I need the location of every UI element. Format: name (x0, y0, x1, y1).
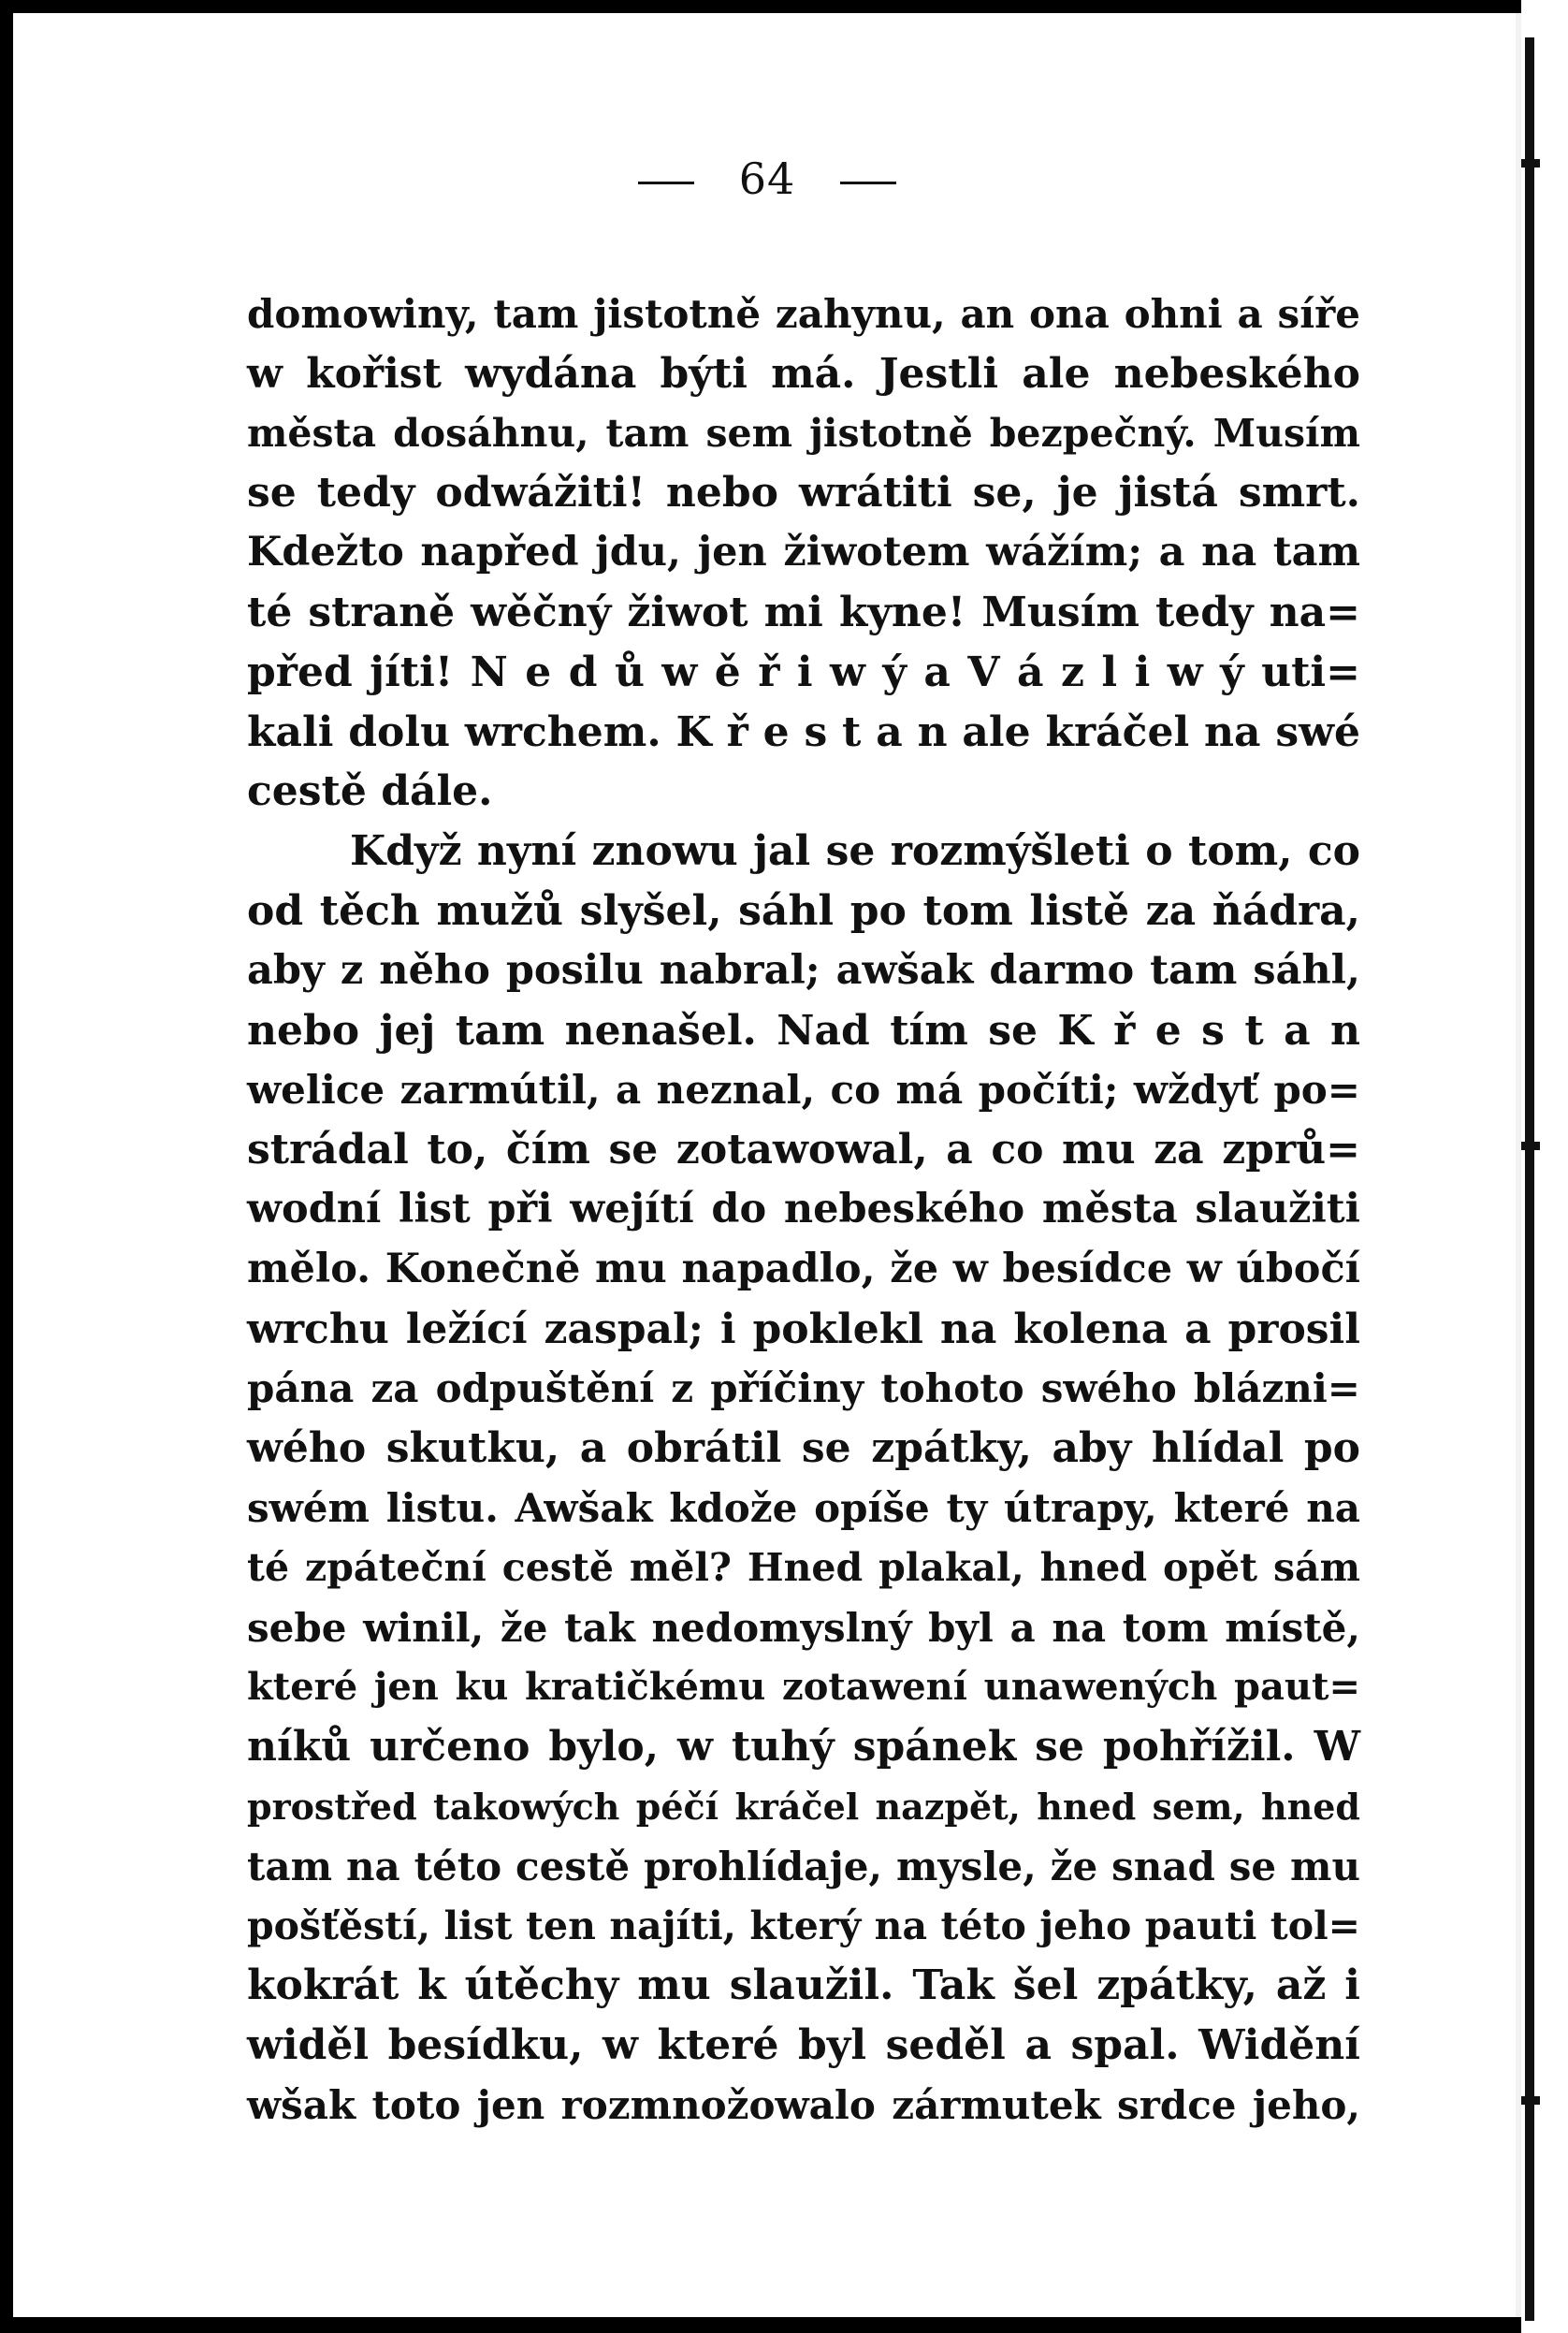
text-line: pána za odpuštění z příčiny tohoto swého blázni= (247, 1365, 1360, 1412)
page-number-dash-right (840, 182, 896, 184)
text-line: před jíti! N e d ů w ě ř i w ý a V á z l i w ý uti= (247, 648, 1360, 696)
text-line: které jen ku kratičkému zotawení unawených paut= (247, 1665, 1360, 1710)
text-line: kali dolu wrchem. K ř e s t a n ale kráčel na swé (247, 707, 1360, 756)
text-line: w kořist wydána býti má. Jestli ale nebeského (247, 349, 1360, 398)
text-line: aby z něho posilu nabral; awšak darmo tam sáhl, (247, 946, 1360, 994)
text-line: se tedy odwážiti! nebo wrátiti se, je jistá smrt. (247, 469, 1360, 518)
page-number-dash-left (638, 182, 694, 184)
text-line: té zpáteční cestě měl? Hned plakal, hned opět sám (247, 1544, 1360, 1590)
text-line: tam na této cestě prohlídaje, mysle, že snad se mu (247, 1843, 1360, 1889)
text-line: města dosáhnu, tam sem jistotně bezpečný. Musím (247, 410, 1360, 456)
text-line: wrchu ležící zaspal; i poklekl na kolena a prosil (247, 1305, 1360, 1353)
text-line: nebo jej tam nenašel. Nad tím se K ř e s t a n (247, 1006, 1360, 1055)
text-line: sebe winil, že tak nedomyslný byl a na tom místě, (247, 1604, 1360, 1651)
body-text (247, 284, 1360, 2136)
text-line: té straně wěčný žiwot mi kyne! Musím tedy na= (247, 588, 1360, 636)
text-line: domowiny, tam jistotně zahynu, an ona ohni a síře (247, 291, 1360, 337)
page-number: 64 (738, 153, 796, 204)
text-line: níků určeno bylo, w tuhý spánek se pohřížil. W (247, 1723, 1360, 1772)
text-line: widěl besídku, w které byl seděl a spal. Widění (247, 2021, 1360, 2070)
text-line: Kdežto napřed jdu, jen žiwotem wážím; a na tam (247, 529, 1360, 576)
binding-edge (1525, 37, 1534, 2321)
text-line: od těch mužů slyšel, sáhl po tom listě za ňádra, (247, 886, 1360, 935)
text-line: swém listu. Awšak kdože opíše ty útrapy, které na (247, 1484, 1360, 1531)
text-line: wodní list při wejítí do nebeského města slaužiti (247, 1185, 1360, 1232)
text-line: welice zarmútil, a neznal, co má počíti; wždyť po= (247, 1067, 1360, 1114)
text-line: pošťěstí, list ten najíti, který na této jeho pauti tol= (247, 1903, 1360, 1948)
text-line: prostřed takowých péčí kráčel nazpět, hned sem, hned (247, 1785, 1360, 1828)
book-page (13, 13, 1521, 2317)
text-line: wého skutku, a obrátil se zpátky, aby hlídal po (247, 1424, 1360, 1473)
text-line: strádal to, čím se zotawowal, a co mu za zprů= (247, 1126, 1360, 1174)
text-line: mělo. Konečně mu napadlo, že w besídce w úbočí (247, 1245, 1360, 1292)
text-line: wšak toto jen rozmnožowalo zármutek srdce jeho, (247, 2081, 1360, 2128)
running-head (13, 153, 1521, 204)
text-line: kokrát k útěchy mu slaužil. Tak šel zpátky, až i (247, 1961, 1360, 2010)
text-line: cestě dále. (247, 767, 493, 816)
text-line: Když nyní znowu jal se rozmýšleti o tom, co (350, 827, 1360, 876)
